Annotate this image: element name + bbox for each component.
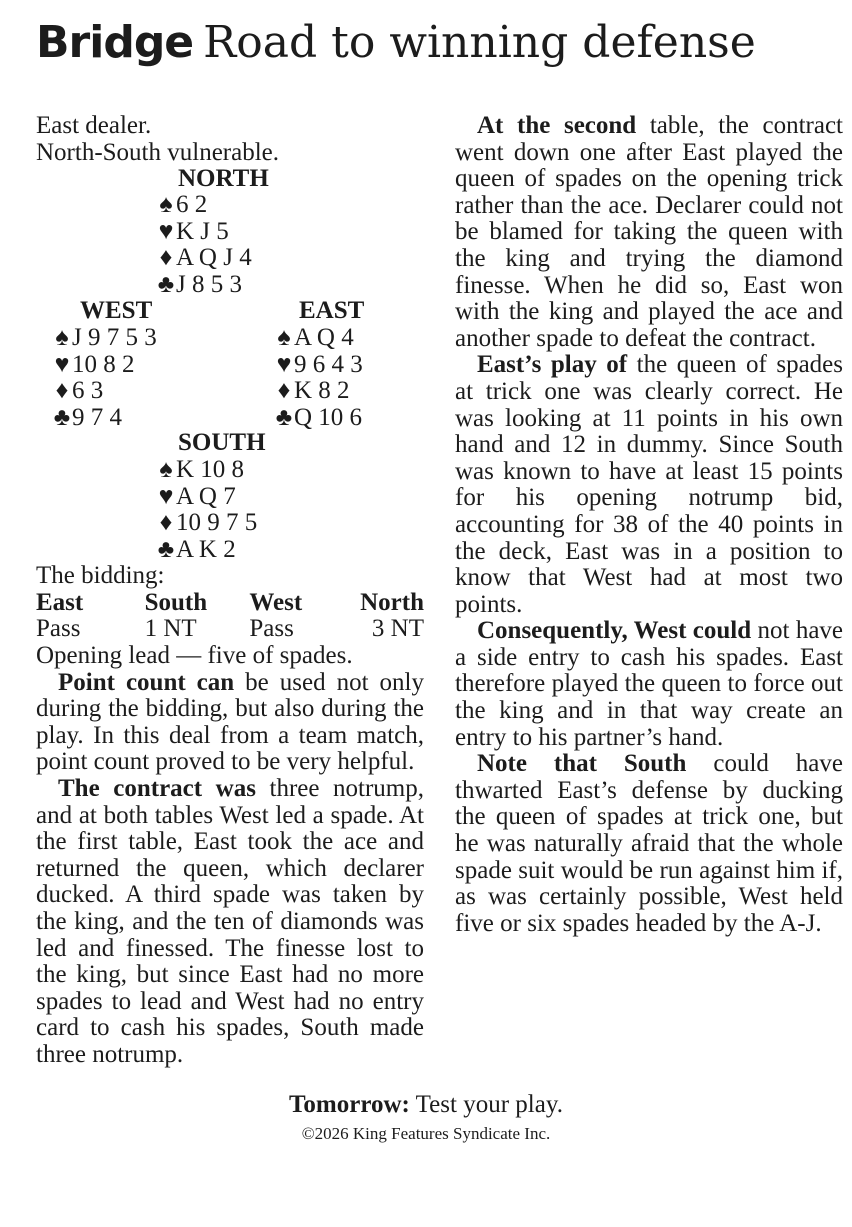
north-spades: 6 2 [176,191,208,219]
paragraph [455,113,843,352]
column-brand: Bridge [36,17,194,68]
spade-icon: ♠ [159,456,173,484]
heart-icon: ♥ [158,482,174,510]
north-diamonds: A Q J 4 [176,244,252,272]
paragraph-text: table, the contract went down one after East played the queen of spades on the opening trick rather than the ace. Declarer could not be blamed for taking the queen with the king and trying the diamond finesse. When he did so, East won with the king and played the ace and another spade to defeat the contract. [455,112,843,352]
paragraph-lead: The contract was [58,774,256,802]
bidding-header-cell: South [144,588,208,616]
east-clubs: Q 10 6 [294,403,363,431]
spade-icon: ♠ [277,324,291,352]
paragraph-lead: Point count can [58,668,235,696]
paragraph [455,751,843,937]
west-diamonds: 6 3 [72,377,104,405]
east-hearts: 9 6 4 3 [294,350,363,378]
paragraph-lead: Consequently, West could [477,617,752,645]
east-spades: A Q 4 [294,324,354,352]
deal-diagram [36,166,424,563]
west-clubs: 9 7 4 [72,403,122,431]
paragraph-text: three notrump, and at both tables West led a spade. At the first table, East took the ace and returned the queen, which declarer ducked. A third spade was taken by the king, and the ten of diamonds was led and finessed. The finesse lost to the king, but since East had no more spades to lead and West had no entry card to cash his spades, South made three notrump. [36,774,424,1068]
vulnerability-line: North-South vulnerable. [36,138,280,166]
heart-icon: ♥ [54,350,70,378]
column-header [36,12,846,74]
spade-icon: ♠ [55,324,69,352]
south-hearts: A Q 7 [176,482,236,510]
heart-icon: ♥ [276,350,292,378]
opening-lead: Opening lead — five of spades. [36,641,353,669]
bidding-header-cell: East [36,588,84,616]
south-diamonds: 10 9 7 5 [176,509,258,537]
paragraph-lead: East’s play of [477,351,628,379]
south-label: SOUTH [178,429,266,457]
bidding-label: The bidding: [36,562,165,590]
paragraph-text: not have a side entry to cash his spades. East therefore played the queen to force out the king and in that way create an entry to his partner’s hand. [455,617,844,751]
bidding-header-cell: West [249,588,303,616]
tomorrow-text: Test your play. [409,1091,563,1118]
east-diamonds: K 8 2 [294,377,350,405]
left-column [36,113,424,1068]
paragraph [455,618,843,751]
north-label: NORTH [178,165,269,193]
tomorrow-label: Tomorrow: [289,1091,410,1118]
bidding-cell: Pass [249,615,294,643]
bidding-table [36,590,424,643]
paragraph [455,352,843,618]
club-icon: ♣ [157,535,175,563]
bidding-header-row [36,590,424,617]
dealer-line: East dealer. [36,112,152,139]
north-hand [156,192,252,298]
paragraph-lead: At the second [477,112,637,139]
north-hearts: K J 5 [176,217,229,245]
paragraph-text: be used not only during the bidding, but also during the play. In this deal from a team match, point count proved to be very helpful. [36,668,424,776]
west-label: WEST [80,297,153,325]
spade-icon: ♠ [159,191,173,219]
bidding-header-cell: North [360,588,424,616]
bidding-cell: 3 NT [371,615,424,643]
diamond-icon: ♦ [159,509,173,537]
west-spades: J 9 7 5 3 [72,324,157,352]
paragraph-lead: Note that South [477,750,687,778]
paragraph-text: the queen of spades at trick one was clearly correct. He was looking at 11 points in his own hand and 12 in dummy. Since South was known to have at least 15 points for his opening notrump bid, accounting for 38 of the 40 points in the deck, East was in a position to know that West had at most two points. [455,351,844,618]
north-clubs: J 8 5 3 [176,270,242,298]
south-clubs: A K 2 [176,535,236,563]
west-hand [52,325,157,431]
diamond-icon: ♦ [159,244,173,272]
diamond-icon: ♦ [55,377,69,405]
west-hearts: 10 8 2 [72,350,135,378]
heart-icon: ♥ [158,217,174,245]
copyright: ©2026 King Features Syndicate Inc. [301,1124,551,1143]
east-label: EAST [299,297,365,325]
club-icon: ♣ [275,403,293,431]
bidding-row [36,616,424,643]
south-spades: K 10 8 [176,456,245,484]
club-icon: ♣ [157,270,175,298]
diamond-icon: ♦ [277,377,291,405]
right-column [455,113,843,937]
paragraph [36,776,424,1069]
tomorrow-line [0,1091,852,1119]
paragraph-text: could have thwarted East’s defense by ducking the queen of spades at trick one, but he was naturally afraid that the whole spade suit would be run against him if, as was certainly possible, West held five or six spades headed by the A-J. [455,750,843,937]
south-hand [156,457,257,563]
paragraph [36,670,424,776]
bidding-cell: 1 NT [144,615,197,643]
east-hand [274,325,363,431]
bidding-cell: Pass [36,615,81,643]
column-title: Road to winning defense [203,17,756,68]
club-icon: ♣ [53,403,71,431]
